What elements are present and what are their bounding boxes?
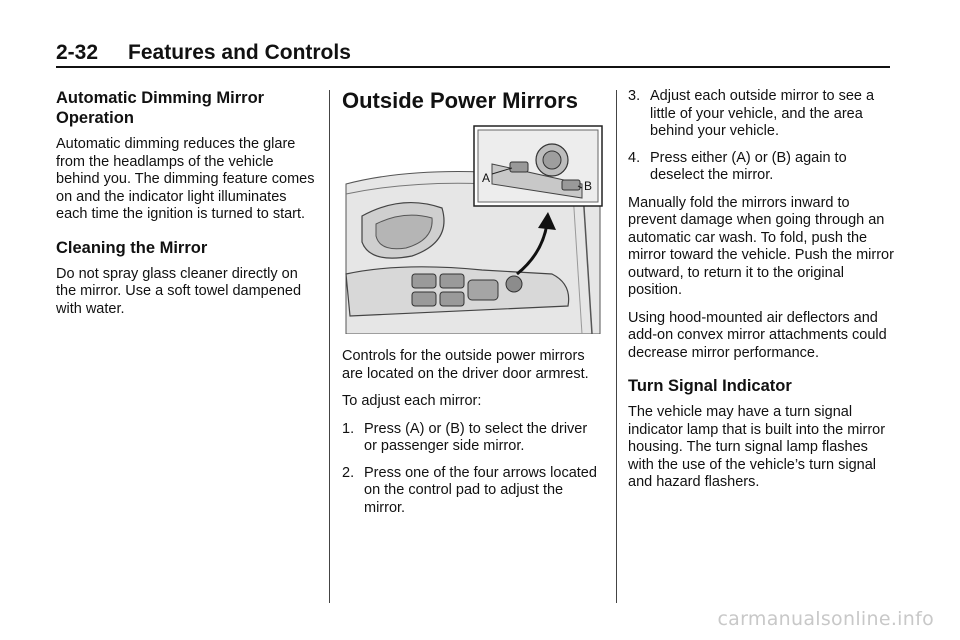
heading-cleaning: Cleaning the Mirror: [56, 238, 208, 257]
step-text: Press one of the four arrows located on the control pad to adjust the mirror.: [364, 464, 597, 516]
steps-list-1: [342, 421, 604, 518]
step-number: 2.: [342, 464, 355, 481]
para-auto-dimming: Automatic dimming reduces the glare from the headlamps of the vehicle behind you. The dimming feature comes on and the indicator light illuminates each time the ignition is turned to start.: [56, 136, 315, 222]
column-divider-1: [329, 90, 330, 603]
step-item: [342, 421, 604, 456]
step-item: [628, 150, 894, 185]
step-number: 1.: [342, 420, 355, 437]
heading-turn-signal: Turn Signal Indicator: [628, 377, 792, 395]
step-item: [628, 88, 894, 141]
page-number: 2-32: [56, 41, 99, 64]
label-b: B: [584, 179, 593, 193]
column-divider-2: [616, 90, 617, 603]
page-header: [56, 38, 890, 68]
step-text: Press (A) or (B) to select the driver or passenger side mirror.: [364, 420, 588, 454]
step-number: 3.: [628, 88, 641, 104]
mirror-control-illustration: [342, 124, 604, 334]
step-item: [342, 465, 604, 518]
step-text: Adjust each outside mirror to see a little of your vehicle, and the area behind your vehicle.: [650, 88, 875, 139]
para-air-deflectors: Using hood-mounted air deflectors and add-on convex mirror attachments could decrease mirror performance.: [628, 309, 887, 361]
step-number: 4.: [628, 149, 641, 166]
heading-outside-mirrors: Outside Power Mirrors: [342, 88, 578, 113]
para-adjust-intro: To adjust each mirror:: [342, 393, 482, 409]
para-cleaning: Do not spray glass cleaner directly on the mirror. Use a soft towel dampened with water.: [56, 265, 302, 317]
column-middle: [342, 88, 604, 527]
section-title: Features and Controls: [128, 41, 351, 64]
step-text: Press either (A) or (B) again to deselect the mirror.: [650, 149, 847, 183]
heading-auto-dimming: Automatic Dimming Mirror Operation: [56, 89, 265, 127]
para-fold-mirrors: Manually fold the mirrors inward to prevent damage when going through an automatic car wash. To fold, push the mirror toward the vehicle. Push the mirror outward, to return it to the original position.: [628, 194, 894, 298]
label-a: A: [482, 171, 491, 185]
watermark: carmanualsonline.info: [717, 608, 934, 630]
door-armrest-drawing: [342, 124, 604, 334]
para-controls-location: Controls for the outside power mirrors are located on the driver door armrest.: [342, 348, 589, 382]
column-left: [56, 88, 320, 328]
steps-list-2: [628, 88, 894, 185]
column-right: [628, 88, 894, 502]
para-turn-signal: The vehicle may have a turn signal indicator lamp that is built into the mirror housing. The turn signal lamp flashes with the use of the vehicle’s turn signal and hazard flashers.: [628, 404, 886, 490]
